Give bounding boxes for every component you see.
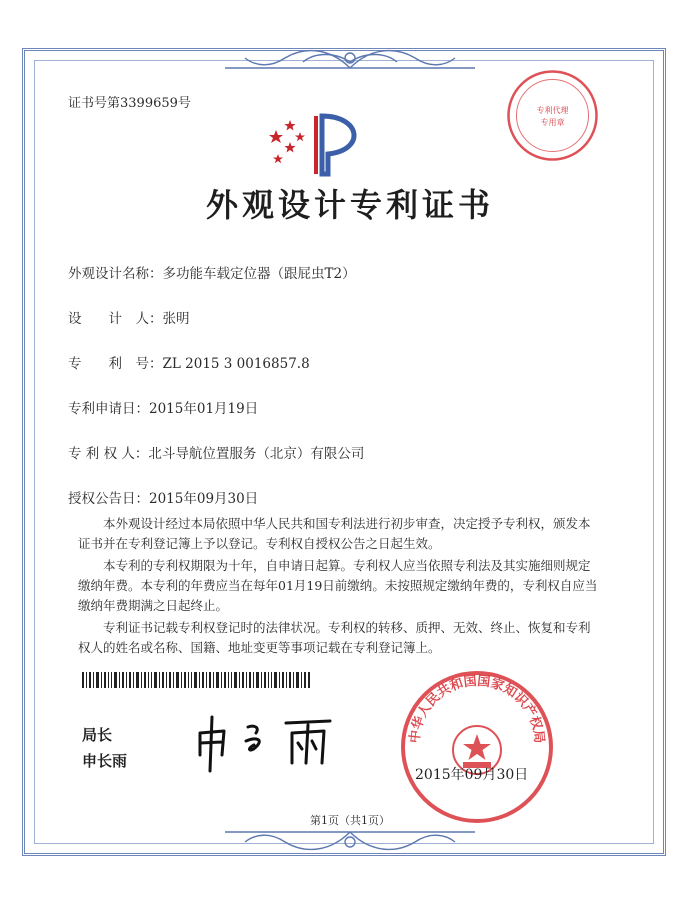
official-seal-icon [398, 668, 556, 826]
top-ornament-icon [215, 38, 485, 78]
signatory-title: 局长 [82, 726, 113, 744]
page-number: 第1页（共1页） [310, 814, 390, 827]
seal-date: 2015年09月30日 [415, 767, 529, 783]
design-name-field: 外观设计名称：多功能车载定位器（跟屁虫T2） [68, 266, 356, 282]
svg-text:专利代理: 专利代理 [536, 106, 569, 115]
body-paragraph-grant: 本外观设计经过本局依照中华人民共和国专利法进行初步审查，决定授予专利权，颁发本证书并在专利登记簿上予以登记。专利权自授权公告之日起生效。 [78, 516, 591, 551]
cnipa-logo-icon [266, 108, 376, 178]
patentee-field: 专 利 权 人：北斗导航位置服务（北京）有限公司 [68, 446, 365, 462]
certificate-body [78, 514, 598, 660]
designer-field: 设 计 人：张明 [68, 311, 190, 327]
agency-stamp-icon [505, 68, 600, 163]
svg-text:中华人民共和国国家知识产权局 [407, 673, 547, 744]
seal-text: 中华人民共和国国家知识产权局 [407, 673, 547, 744]
body-paragraph-legal-status: 专利证书记载专利权登记时的法律状况。专利权的转移、质押、无效、终止、恢复和专利权人的姓名或名称、国籍、地址变更等事项记载在专利登记簿上。 [78, 620, 591, 655]
certificate-number: 证书号第3399659号 [68, 96, 191, 111]
bottom-ornament-icon [215, 822, 485, 862]
body-paragraph-term: 本专利的专利权期限为十年，自申请日起算。专利权人应当依照专利法及其实施细则规定缴纳年费。本专利的年费应当在每年01月19日前缴纳。未按照规定缴纳年费的，专利权自应当缴纳年费期满之日起终止。 [78, 558, 598, 613]
signatory-name: 申长雨 [82, 752, 128, 770]
patent-number-field: 专 利 号：ZL 2015 3 0016857.8 [68, 356, 310, 372]
certificate-title: 外观设计专利证书 [205, 186, 494, 224]
grant-date-field: 授权公告日：2015年09月30日 [68, 491, 259, 507]
handwritten-signature-icon [190, 705, 340, 775]
barcode-icon [82, 672, 310, 688]
svg-text:专用章: 专用章 [540, 118, 565, 127]
filing-date-field: 专利申请日：2015年01月19日 [68, 401, 259, 417]
